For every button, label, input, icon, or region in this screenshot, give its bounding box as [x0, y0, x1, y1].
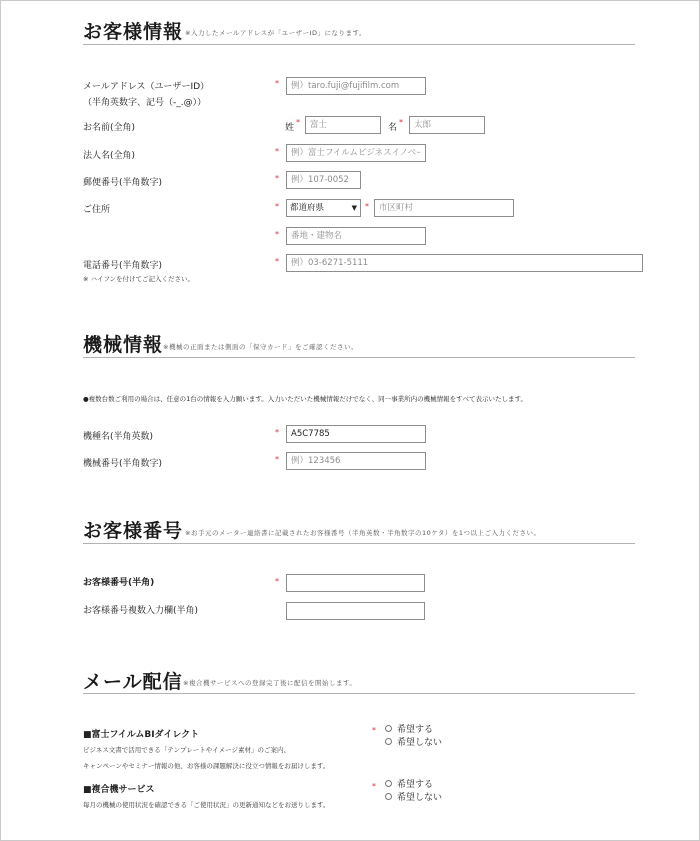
company-label: 法人名(全角) [83, 151, 136, 161]
customer-number-multi-label: お客様番号複数入力欄(半角) [83, 606, 199, 616]
section-note-customer-info: ※入力したメールアドレスが「ユーザーID」になります。 [185, 29, 367, 37]
last-name-label: 姓 [285, 123, 295, 133]
radio-icon[interactable] [385, 738, 392, 745]
section-note-machine-info: ※機械の正面または側面の「保守カード」をご確認ください。 [163, 343, 358, 351]
section-title-customer-info: お客様情報 [83, 21, 184, 43]
required-mark: * [399, 118, 403, 127]
model-input[interactable] [286, 425, 426, 443]
mail-item-desc: キャンペーンやセミナー情報の他、お客様の課題解決に役立つ情報をお届けします。 [83, 762, 330, 770]
customer-number-label: お客様番号(半角) [83, 578, 155, 588]
model-label: 機種名(半角英数) [83, 432, 154, 442]
name-label: お名前(全角) [83, 123, 136, 133]
phone-label: 電話番号(半角数字) [83, 261, 163, 271]
company-input[interactable] [286, 144, 426, 162]
section-title-customer-number: お客様番号 [83, 520, 184, 542]
section-divider [83, 44, 635, 45]
chevron-down-icon: ▼ [351, 204, 357, 212]
mail-item-title-bi-direct: ■富士フイルムBIダイレクト [83, 730, 200, 740]
required-mark: * [275, 230, 279, 239]
required-mark: * [372, 726, 376, 735]
email-sublabel: （半角英数字、記号（-_.@）） [83, 98, 207, 108]
mail-item-desc: ビジネス文書で活用できる「テンプレートやイメージ素材」のご案内、 [83, 746, 291, 754]
section-divider [83, 543, 635, 544]
mail-item-desc: 毎月の機械の使用状況を確認できる「ご使用状況」の更新通知などをお送りします。 [83, 801, 330, 809]
customer-number-input[interactable] [286, 574, 425, 592]
radio-icon[interactable] [385, 793, 392, 800]
required-mark: * [296, 118, 300, 127]
required-mark: * [275, 79, 279, 88]
section-divider [83, 357, 635, 358]
city-input[interactable] [374, 199, 514, 217]
bi-direct-yes-option[interactable] [385, 722, 433, 735]
street-input[interactable] [286, 227, 426, 245]
address-label: ご住所 [83, 205, 111, 215]
section-title-mail: メール配信 [83, 671, 183, 693]
serial-label: 機械番号(半角数字) [83, 459, 163, 469]
mfp-service-yes-option[interactable] [385, 777, 433, 790]
radio-label: 希望しない [397, 793, 443, 803]
required-mark: * [275, 174, 279, 183]
section-note-customer-number: ※お手元のメーター連絡書に記載されたお客様番号（半角英数・半角数字の10ケタ）を1つ以上ご入力ください。 [185, 529, 541, 537]
required-mark: * [372, 782, 376, 791]
postal-label: 郵便番号(半角数字) [83, 178, 163, 188]
phone-input[interactable] [286, 254, 643, 272]
email-input[interactable] [286, 77, 426, 95]
machine-notice: ●複数台数ご利用の場合は、任意の1台の情報を入力願います。入力いただいた機械情報だけでなく、同一事業所内の機械情報をすべて表示いたします。 [83, 395, 528, 403]
section-note-mail: ※複合機サービスへの登録完了後に配信を開始します。 [183, 679, 357, 687]
radio-icon[interactable] [385, 780, 392, 787]
section-title-machine-info: 機械情報 [83, 334, 164, 356]
required-mark: * [275, 577, 279, 586]
customer-number-multi-input[interactable] [286, 602, 425, 620]
section-divider [83, 693, 635, 694]
radio-label: 希望する [397, 725, 434, 735]
required-mark: * [365, 202, 369, 211]
mail-item-title-mfp-service: ■複合機サービス [83, 785, 155, 795]
bi-direct-no-option[interactable] [385, 735, 442, 748]
first-name-label: 名 [388, 123, 398, 133]
radio-icon[interactable] [385, 725, 392, 732]
mfp-service-no-option[interactable] [385, 790, 442, 803]
required-mark: * [275, 257, 279, 266]
radio-label: 希望しない [397, 738, 443, 748]
last-name-input[interactable] [305, 116, 381, 134]
phone-note: ※ ハイフンを付けてご記入ください。 [83, 275, 195, 283]
required-mark: * [275, 147, 279, 156]
serial-input[interactable] [286, 452, 426, 470]
required-mark: * [275, 428, 279, 437]
prefecture-select[interactable] [286, 199, 361, 217]
email-label: メールアドレス（ユーザーID） [83, 82, 210, 92]
first-name-input[interactable] [409, 116, 485, 134]
required-mark: * [275, 202, 279, 211]
required-mark: * [275, 455, 279, 464]
radio-label: 希望する [397, 780, 434, 790]
postal-input[interactable] [286, 171, 361, 189]
prefecture-select-value: 都道府県 [290, 203, 325, 213]
